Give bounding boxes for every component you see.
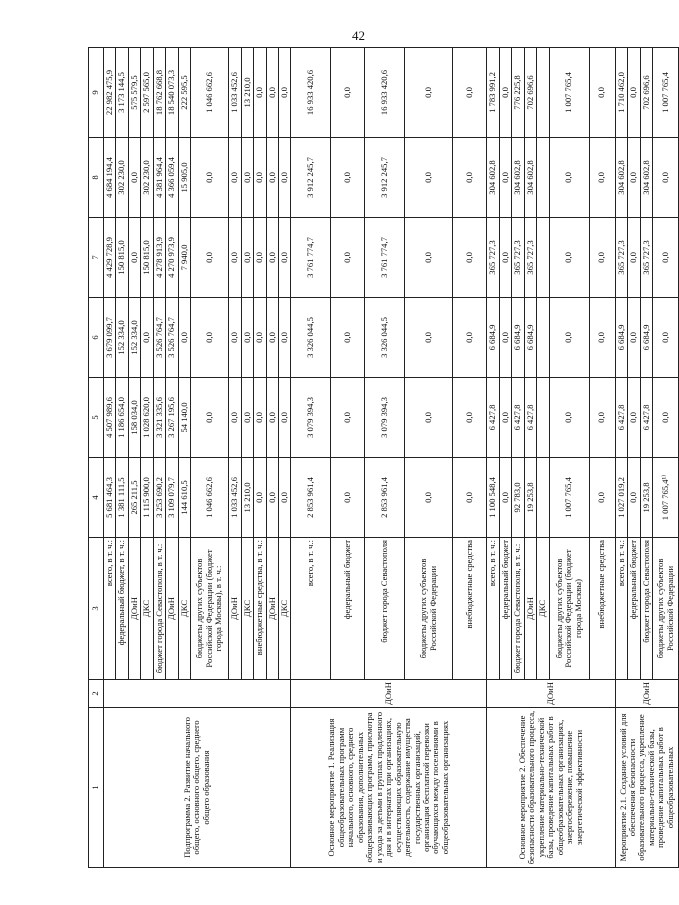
amount-cell: 304 602,8 xyxy=(640,138,652,218)
amount-cell: 1 381 111,5 xyxy=(116,458,128,538)
amount-cell: 0,0 xyxy=(499,378,511,458)
funding-source-label: федеральный бюджет xyxy=(628,538,640,680)
amount-cell: 0,0 xyxy=(653,378,679,458)
amount-cell: 0,0 xyxy=(191,378,229,458)
amount-cell: 222 595,5 xyxy=(178,48,190,138)
amount-cell: 3 079 394,3 xyxy=(291,378,331,458)
amount-cell: 0,0 xyxy=(191,298,229,378)
amount-cell: 6 427,8 xyxy=(640,378,652,458)
amount-cell: 6 684,9 xyxy=(487,298,499,378)
header-col-7: 7 xyxy=(89,218,104,298)
amount-cell: 0,0 xyxy=(254,138,266,218)
amount-cell: 0,0 xyxy=(178,298,190,378)
amount-cell: 158 034,0 xyxy=(128,378,140,458)
rotated-table-sheet xyxy=(88,48,675,868)
amount-cell: 0,0 xyxy=(589,458,615,538)
header-col-4: 4 xyxy=(89,458,104,538)
amount-cell xyxy=(537,298,549,378)
amount-cell: 0,0 xyxy=(254,298,266,378)
amount-cell: 0,0 xyxy=(549,298,589,378)
header-col-6: 6 xyxy=(89,298,104,378)
amount-cell: 4 507 989,6 xyxy=(104,378,116,458)
amount-cell: 3 109 079,7 xyxy=(166,458,178,538)
page-number: 42 xyxy=(352,28,365,43)
amount-cell: 304 602,8 xyxy=(487,138,499,218)
funding-source-label: ДОиН xyxy=(128,538,140,680)
header-col-3: 3 xyxy=(89,538,104,680)
amount-cell: 0,0 xyxy=(331,298,365,378)
amount-cell: 0,0 xyxy=(229,138,241,218)
amount-cell: 1 028 620,0 xyxy=(141,378,153,458)
amount-cell: 4 429 728,9 xyxy=(104,218,116,298)
amount-cell: 0,0 xyxy=(229,378,241,458)
executor-cell: ДОиН xyxy=(487,680,615,708)
amount-cell: 0,0 xyxy=(628,378,640,458)
funding-source-label: внебюджетные средства xyxy=(589,538,615,680)
amount-cell: 15 905,0 xyxy=(178,138,190,218)
amount-cell: 144 610,5 xyxy=(178,458,190,538)
amount-cell: 4 684 194,4 xyxy=(104,138,116,218)
amount-cell: 150 815,0 xyxy=(116,218,128,298)
funding-source-label: всего, в т. ч.: xyxy=(104,538,116,680)
amount-cell: 1 115 900,0 xyxy=(141,458,153,538)
funding-source-label: бюджет города Севастополя xyxy=(365,538,405,680)
amount-cell: 0,0 xyxy=(278,378,290,458)
amount-cell: 4 381 964,4 xyxy=(153,138,165,218)
amount-cell: 365 727,3 xyxy=(487,218,499,298)
amount-cell: 1 046 662,6 xyxy=(191,458,229,538)
funding-source-label: ДКС xyxy=(278,538,290,680)
funding-source-label: внебюджетные средства xyxy=(453,538,487,680)
amount-cell: 1 007 765,4 xyxy=(549,48,589,138)
program-name-cell: Основное мероприятие 2. Обеспечение безопасности образовательного процесса, укрепление материально-технической базы, проведение капитальных работ в общеобразовательных организациях, энергосбережение, повышение энергетической эффективности xyxy=(487,708,615,868)
amount-cell: 1 033 452,6 xyxy=(229,458,241,538)
amount-cell: 0,0 xyxy=(141,298,153,378)
amount-cell: 16 933 420,6 xyxy=(365,48,405,138)
amount-cell: 6 684,9 xyxy=(640,298,652,378)
funding-source-label: бюджет города Севастополя, в т. ч.: xyxy=(153,538,165,680)
amount-cell: 0,0 xyxy=(405,378,453,458)
amount-cell: 365 727,3 xyxy=(512,218,524,298)
amount-cell: 19 253,8 xyxy=(524,458,536,538)
amount-cell: 3 912 245,7 xyxy=(291,138,331,218)
amount-cell: 6 684,9 xyxy=(524,298,536,378)
funding-source-label: бюджет города Севастополя, в т. ч.: xyxy=(512,538,524,680)
amount-cell: 0,0 xyxy=(405,458,453,538)
funding-source-label: федеральный бюджет, в т. ч.: xyxy=(116,538,128,680)
amount-cell: 365 727,3 xyxy=(524,218,536,298)
amount-cell: 302 230,0 xyxy=(116,138,128,218)
amount-cell: 1 027 019,2 xyxy=(615,458,627,538)
amount-cell: 1 007 765,4 xyxy=(653,48,679,138)
amount-cell: 0,0 xyxy=(628,458,640,538)
amount-cell: 0,0 xyxy=(254,48,266,138)
funding-source-label: ДКС xyxy=(178,538,190,680)
amount-cell: 0,0 xyxy=(653,218,679,298)
executor-cell xyxy=(104,680,291,708)
amount-cell: 2 853 961,4 xyxy=(365,458,405,538)
amount-cell xyxy=(537,138,549,218)
table-row xyxy=(291,48,331,868)
funding-source-label: всего, в т. ч.: xyxy=(487,538,499,680)
amount-cell: 0,0 xyxy=(266,218,278,298)
amount-cell: 0,0 xyxy=(453,48,487,138)
amount-cell xyxy=(537,458,549,538)
amount-cell: 0,0 xyxy=(453,458,487,538)
landscape-table-wrapper xyxy=(88,48,675,868)
amount-cell: 0,0 xyxy=(453,138,487,218)
amount-cell: 0,0 xyxy=(278,298,290,378)
table-row xyxy=(104,48,116,868)
amount-cell: 3 173 144,5 xyxy=(116,48,128,138)
funding-source-label: внебюджетные средства, в т. ч.: xyxy=(254,538,266,680)
amount-cell: 4 366 059,4 xyxy=(166,138,178,218)
table-body xyxy=(104,48,679,868)
header-col-9: 9 xyxy=(89,48,104,138)
amount-cell: 0,0 xyxy=(278,218,290,298)
amount-cell: 6 427,8 xyxy=(524,378,536,458)
amount-cell: 1 033 452,6 xyxy=(229,48,241,138)
amount-cell: 304 602,8 xyxy=(524,138,536,218)
amount-cell: 3 526 764,7 xyxy=(166,298,178,378)
amount-cell: 365 727,3 xyxy=(615,218,627,298)
amount-cell: 0,0 xyxy=(499,298,511,378)
amount-cell: 0,0 xyxy=(628,138,640,218)
header-col-1: 1 xyxy=(89,708,104,868)
header-col-8: 8 xyxy=(89,138,104,218)
funding-source-label: всего, в т. ч.: xyxy=(615,538,627,680)
amount-cell: 1 783 991,2 xyxy=(487,48,499,138)
amount-cell: 0,0 xyxy=(628,298,640,378)
amount-cell: 3 326 044,5 xyxy=(365,298,405,378)
amount-cell: 0,0 xyxy=(254,378,266,458)
amount-cell: 22 982 475,9 xyxy=(104,48,116,138)
amount-cell: 365 727,3 xyxy=(640,218,652,298)
amount-cell: 150 815,0 xyxy=(141,218,153,298)
amount-cell: 265 211,5 xyxy=(128,458,140,538)
amount-cell: 0,0 xyxy=(266,298,278,378)
funding-source-label: ДКС xyxy=(241,538,253,680)
amount-cell: 0,0 xyxy=(549,218,589,298)
amount-cell: 0,0 xyxy=(331,48,365,138)
amount-cell: 3 761 774,7 xyxy=(291,218,331,298)
funding-source-label: бюджеты других субъектов Российской Федерации xyxy=(405,538,453,680)
amount-cell: 0,0 xyxy=(589,138,615,218)
funding-source-label: бюджеты других субъектов Российской Федерации (бюджет города Москвы) xyxy=(549,538,589,680)
funding-source-label: федеральный бюджет xyxy=(331,538,365,680)
amount-cell: 5 681 464,3 xyxy=(104,458,116,538)
amount-cell: 0,0 xyxy=(653,138,679,218)
amount-cell xyxy=(537,378,549,458)
amount-cell: 0,0 xyxy=(405,48,453,138)
amount-cell: 6 427,8 xyxy=(615,378,627,458)
amount-cell: 0,0 xyxy=(589,298,615,378)
amount-cell: 0,0 xyxy=(278,48,290,138)
amount-cell: 0,0 xyxy=(589,378,615,458)
amount-cell: 3 526 764,7 xyxy=(153,298,165,378)
amount-cell: 0,0 xyxy=(499,138,511,218)
amount-cell: 4 270 973,9 xyxy=(166,218,178,298)
amount-cell: 3 267 195,6 xyxy=(166,378,178,458)
amount-cell: 0,0 xyxy=(589,48,615,138)
amount-cell: 6 427,8 xyxy=(512,378,524,458)
amount-cell: 702 696,6 xyxy=(524,48,536,138)
amount-cell: 13 210,0 xyxy=(241,48,253,138)
amount-cell: 0,0 xyxy=(229,218,241,298)
amount-cell: 0,0 xyxy=(254,218,266,298)
amount-cell: 19 253,8 xyxy=(640,458,652,538)
amount-cell: 0,0 xyxy=(628,48,640,138)
funding-source-label: федеральный бюджет xyxy=(499,538,511,680)
amount-cell: 1 186 654,0 xyxy=(116,378,128,458)
amount-cell: 16 933 420,6 xyxy=(291,48,331,138)
amount-cell: 0,0 xyxy=(499,458,511,538)
amount-cell: 0,0 xyxy=(331,458,365,538)
amount-cell: 3 253 690,2 xyxy=(153,458,165,538)
amount-cell: 6 427,8 xyxy=(487,378,499,458)
funding-source-label: ДКС xyxy=(537,538,549,680)
program-name-cell: Основное мероприятие 1. Реализация общеобразовательных программ начального, основного, среднего образования, дополнительных общеразвивающих программ, присмотра и ухода за детьми в группах продленного дня и в интернатах при организациях, осуществляющих образовательную деятельность, содержание имущества государственных организаций, организация бесплатной перевозки обучающихся между поселениями в общеобразовательных организациях xyxy=(291,708,487,868)
amount-cell: 0,0 xyxy=(128,218,140,298)
amount-cell: 0,0 xyxy=(278,458,290,538)
header-col-2: 2 xyxy=(89,680,104,708)
funding-source-label: ДОиН xyxy=(266,538,278,680)
executor-cell: ДОиН xyxy=(291,680,487,708)
amount-cell: 6 684,9 xyxy=(512,298,524,378)
amount-cell: 304 602,8 xyxy=(615,138,627,218)
table-row xyxy=(487,48,499,868)
amount-cell: 0,0 xyxy=(499,218,511,298)
amount-cell: 0,0 xyxy=(653,298,679,378)
amount-cell: 0,0 xyxy=(453,378,487,458)
amount-cell: 1 100 548,4 xyxy=(487,458,499,538)
amount-cell: 4 278 913,9 xyxy=(153,218,165,298)
table-row xyxy=(615,48,627,868)
amount-cell: 18 540 073,3 xyxy=(166,48,178,138)
amount-cell: 0,0 xyxy=(241,298,253,378)
amount-cell: 0,0 xyxy=(254,458,266,538)
amount-cell: 3 912 245,7 xyxy=(365,138,405,218)
amount-cell: 0,0 xyxy=(241,378,253,458)
amount-cell: 18 762 668,8 xyxy=(153,48,165,138)
amount-cell: 54 140,0 xyxy=(178,378,190,458)
amount-cell: 0,0 xyxy=(453,218,487,298)
amount-cell: 0,0 xyxy=(191,138,229,218)
amount-cell: 702 696,6 xyxy=(640,48,652,138)
amount-cell: 0,0 xyxy=(229,298,241,378)
amount-cell: 0,0 xyxy=(453,298,487,378)
amount-cell: 0,0 xyxy=(405,138,453,218)
amount-cell: 13 210,0 xyxy=(241,458,253,538)
amount-cell xyxy=(537,48,549,138)
header-col-5: 5 xyxy=(89,378,104,458)
amount-cell: 0,0 xyxy=(128,138,140,218)
program-name-cell: Подпрограмма 2. Развитие начального общего, основного общего, среднего общего образования xyxy=(104,708,291,868)
amount-cell xyxy=(537,218,549,298)
amount-cell: 0,0 xyxy=(628,218,640,298)
amount-cell: 0,0 xyxy=(549,378,589,458)
amount-cell: 1 007 765,4 xyxy=(549,458,589,538)
amount-cell: 776 225,8 xyxy=(512,48,524,138)
amount-cell: 3 321 335,6 xyxy=(153,378,165,458)
amount-cell: 1 046 662,6 xyxy=(191,48,229,138)
amount-cell: 1 710 462,0 xyxy=(615,48,627,138)
amount-cell: 0,0 xyxy=(549,138,589,218)
funding-table xyxy=(88,47,679,868)
funding-source-label: ДОиН xyxy=(229,538,241,680)
amount-cell: 1 007 765,4¹⁾ xyxy=(653,458,679,538)
amount-cell: 0,0 xyxy=(499,48,511,138)
amount-cell: 0,0 xyxy=(266,458,278,538)
amount-cell: 0,0 xyxy=(266,48,278,138)
amount-cell: 152 334,0 xyxy=(116,298,128,378)
executor-cell: ДОиН xyxy=(615,680,678,708)
header-row xyxy=(89,48,104,868)
amount-cell: 0,0 xyxy=(331,218,365,298)
amount-cell: 302 230,0 xyxy=(141,138,153,218)
amount-cell: 0,0 xyxy=(405,298,453,378)
amount-cell: 0,0 xyxy=(266,138,278,218)
amount-cell: 3 079 394,3 xyxy=(365,378,405,458)
amount-cell: 0,0 xyxy=(266,378,278,458)
amount-cell: 3 761 774,7 xyxy=(365,218,405,298)
amount-cell: 92 783,0 xyxy=(512,458,524,538)
amount-cell: 7 940,0 xyxy=(178,218,190,298)
amount-cell: 3 326 044,5 xyxy=(291,298,331,378)
amount-cell: 2 853 961,4 xyxy=(291,458,331,538)
amount-cell: 0,0 xyxy=(589,218,615,298)
amount-cell: 2 597 565,0 xyxy=(141,48,153,138)
amount-cell: 3 679 099,7 xyxy=(104,298,116,378)
funding-source-label: бюджет города Севастополя xyxy=(640,538,652,680)
funding-source-label: ДКС xyxy=(141,538,153,680)
amount-cell: 0,0 xyxy=(405,218,453,298)
amount-cell: 575 579,5 xyxy=(128,48,140,138)
funding-source-label: ДОиН xyxy=(524,538,536,680)
amount-cell: 0,0 xyxy=(278,138,290,218)
program-name-cell: Мероприятие 2.1. Создание условий для обеспечения безопасности образовательного процесса, укрепление материально-технической базы, проведение капитальных работ в общеобразовательных xyxy=(615,708,678,868)
funding-source-label: бюджеты других субъектов Российской Федерации xyxy=(653,538,679,680)
funding-source-label: бюджеты других субъектов Российской Федерации (бюджет города Москвы), в т. ч.: xyxy=(191,538,229,680)
funding-source-label: всего, в т. ч.: xyxy=(291,538,331,680)
amount-cell: 6 684,9 xyxy=(615,298,627,378)
amount-cell: 0,0 xyxy=(331,378,365,458)
funding-source-label: ДОиН xyxy=(166,538,178,680)
amount-cell: 152 334,0 xyxy=(128,298,140,378)
amount-cell: 304 602,8 xyxy=(512,138,524,218)
amount-cell: 0,0 xyxy=(331,138,365,218)
amount-cell: 0,0 xyxy=(241,138,253,218)
amount-cell: 0,0 xyxy=(191,218,229,298)
amount-cell: 0,0 xyxy=(241,218,253,298)
